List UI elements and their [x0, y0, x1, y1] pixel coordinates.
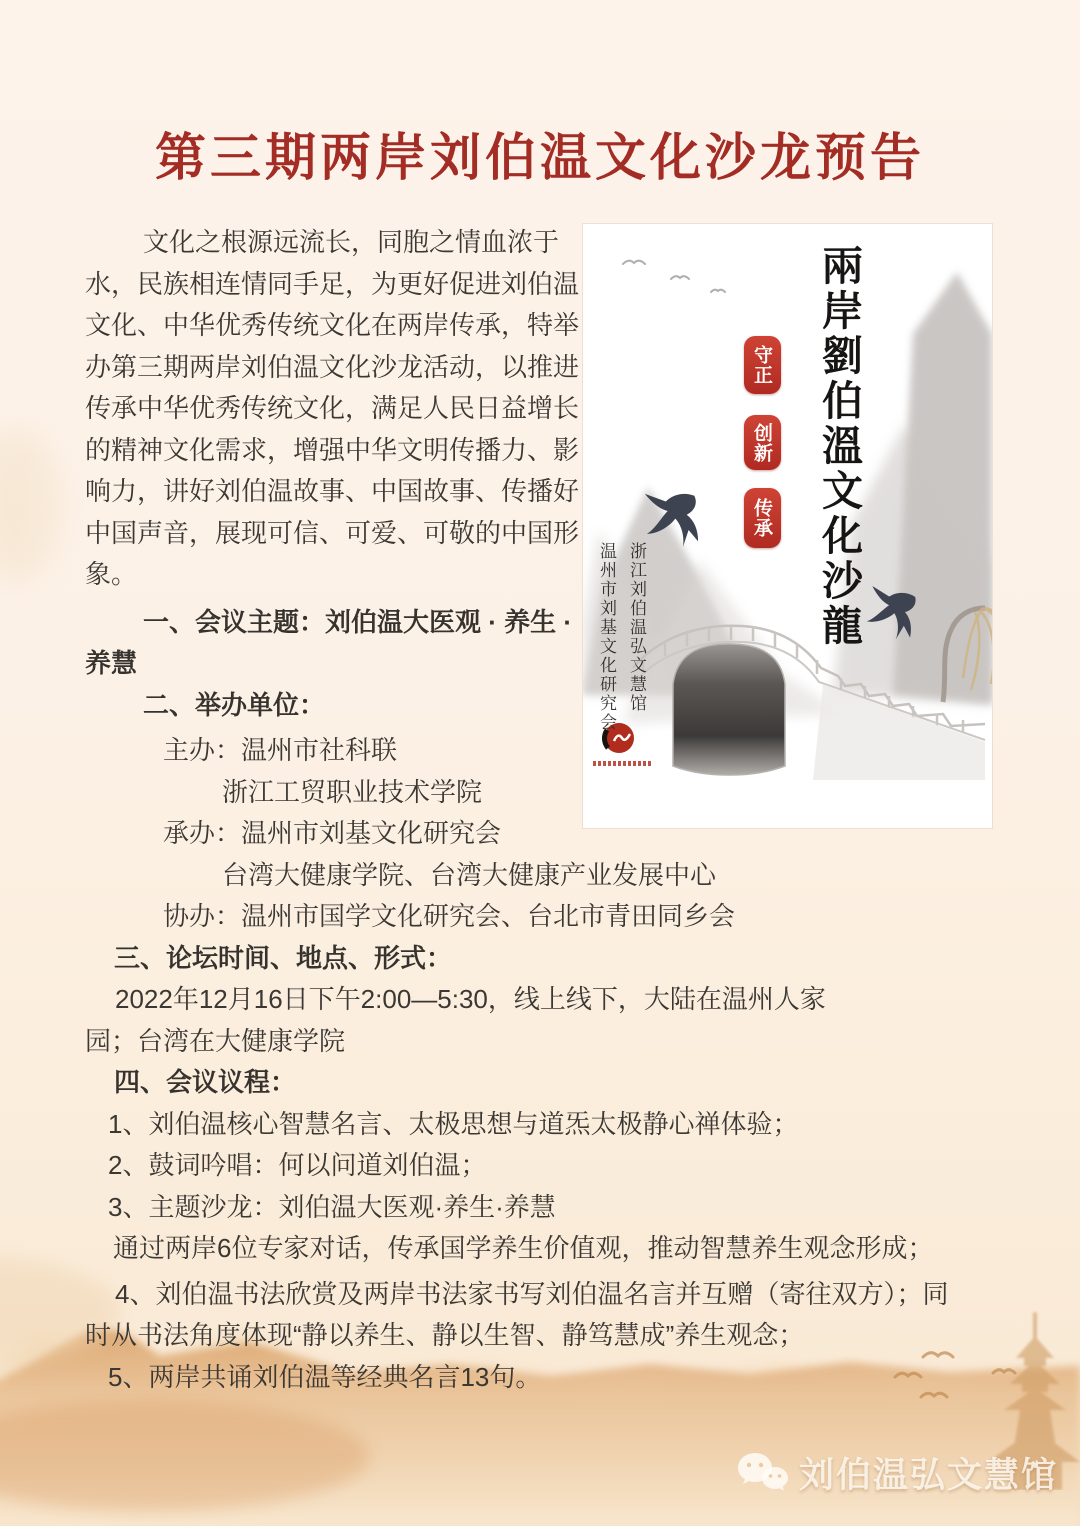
- event-datetime: 园；台湾在大健康学院: [85, 1025, 346, 1056]
- page-title: 第三期两岸刘伯温文化沙龙预告: [154, 129, 925, 186]
- organizer-line: 浙江工贸职业技术学院: [222, 776, 483, 807]
- section-heading-topic: 一、会议主题：刘伯温大医观 · 养生 ·: [143, 606, 572, 637]
- watermark-label: 刘伯温弘文慧馆: [798, 1456, 1058, 1495]
- agenda-item: 通过两岸6位专家对话，传承国学养生价值观，推动智慧养生观念形成；: [113, 1233, 934, 1263]
- section-heading-time: 三、论坛时间、地点、形式：: [114, 942, 453, 973]
- organizer-line: 协办：温州市国学文化研究会、台北市青田同乡会: [163, 901, 736, 931]
- body-line: 传承中华优秀传统文化，满足人民日益增长: [85, 393, 580, 423]
- organizer-line: 台湾大健康学院、台湾大健康产业发展中心: [222, 859, 717, 890]
- event-datetime: 2022年12月16日下午2:00—5:30，线上线下，大陆在温州人家: [115, 984, 826, 1014]
- section-heading-topic: 养慧: [85, 648, 138, 678]
- seal-badge: 传承: [744, 488, 781, 548]
- agenda-item: 1、刘伯温核心智慧名言、太极思想与道炁太极静心禅体验；: [108, 1108, 799, 1139]
- body-line: 水，民族相连情同手足，为更好促进刘伯温: [85, 268, 580, 299]
- body-line: 文化、中华优秀传统文化在两岸传承，特举: [85, 310, 580, 340]
- body-line: 象。: [85, 559, 138, 589]
- poster-organizer-line: 浙江刘伯温弘文慧馆: [626, 542, 646, 713]
- seal-badge: 创新: [744, 415, 781, 470]
- section-heading-organizers: 二、举办单位：: [143, 689, 326, 720]
- poster-vertical-title: 兩岸劉伯溫文化沙龍: [815, 244, 863, 649]
- organizer-line: 主办：温州市社科联: [163, 735, 398, 765]
- wechat-icon: [737, 1451, 789, 1495]
- agenda-item: 4、刘伯温书法欣赏及两岸书法家书写刘伯温名言并互赠（寄往双方）；同: [115, 1278, 949, 1309]
- seal-badge: 守正: [744, 336, 781, 394]
- announcement-body: [85, 222, 1040, 1398]
- body-line: 办第三期两岸刘伯温文化沙龙活动，以推进: [85, 351, 580, 382]
- body-line: 中国声音，展现可信、可爱、可敬的中国形: [85, 517, 580, 548]
- agenda-item: 时从书法角度体现“静以养生、静以生智、静笃慧成”养生观念；: [85, 1320, 805, 1350]
- body-line: 文化之根源远流长，同胞之情血浓于: [143, 227, 560, 257]
- account-watermark: [737, 1448, 1058, 1498]
- poster-organizer-line: 温州市刘基文化研究会: [596, 542, 616, 732]
- section-heading-agenda: 四、会议议程：: [114, 1067, 297, 1097]
- agenda-item: 5、两岸共诵刘伯温等经典名言13句。: [108, 1361, 542, 1392]
- organizer-line: 承办：温州市刘基文化研究会: [163, 818, 502, 848]
- body-line: 响力，讲好刘伯温故事、中国故事、传播好: [85, 476, 580, 506]
- body-line: 的精神文化需求，增强中华文明传播力、影: [85, 434, 580, 465]
- agenda-item: 3、主题沙龙：刘伯温大医观·养生·养慧: [108, 1191, 556, 1222]
- watercolor-wash: [0, 430, 60, 580]
- agenda-item: 2、鼓词吟唱：何以问道刘伯温；: [108, 1150, 487, 1180]
